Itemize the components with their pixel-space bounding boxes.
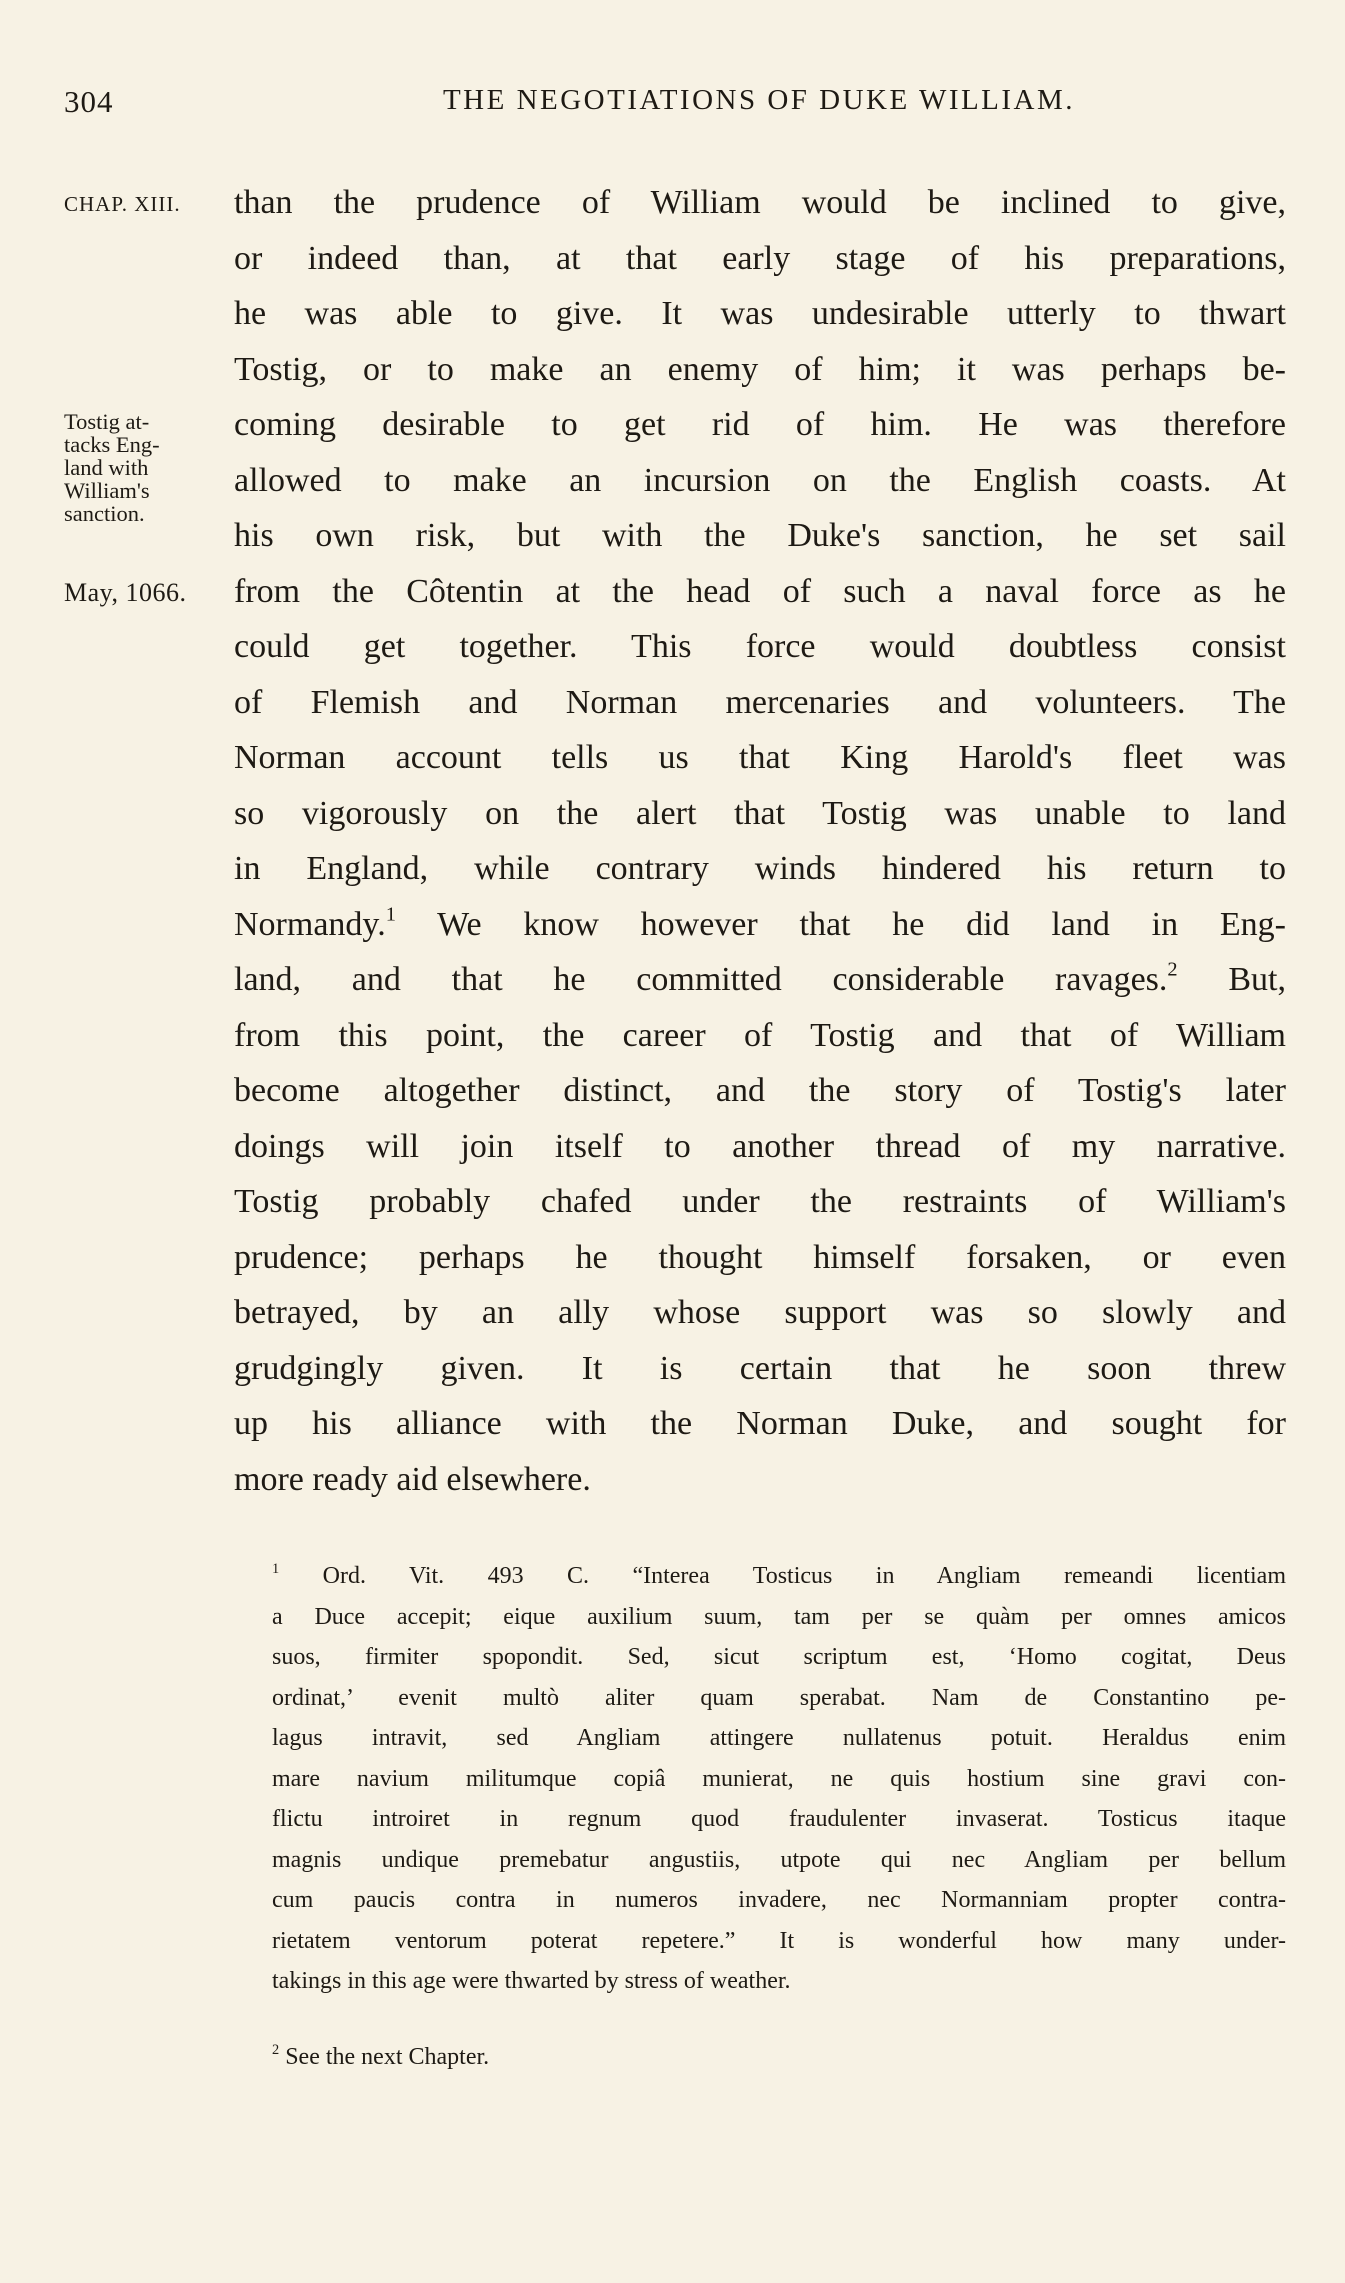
footnote-ref-1: 1 (385, 903, 396, 926)
body-line-with-note-1 (234, 897, 1286, 953)
body-line: Tostig probably chafed under the restraints of William's (234, 1183, 1286, 1220)
body-line: coming desirable to get rid of him. He was therefore (234, 406, 1286, 443)
footnote-text: See the next Chapter. (285, 2044, 490, 2070)
sidenote-line: sanction. (64, 501, 145, 526)
footnote-line: mare navium militumque copiâ munierat, ne quis hostium sine gravi con- (272, 1765, 1286, 1792)
footnote-line: takings in this age were thwarted by stress of weather. (272, 1968, 791, 1994)
body-line: Tostig, or to make an enemy of him; it was perhaps be- (234, 350, 1286, 388)
body-line: more ready aid elsewhere. (234, 1460, 591, 1498)
footnote-marker-1: 1 (272, 1560, 280, 1577)
body-line: his own risk, but with the Duke's sanction, he set sail (234, 517, 1286, 554)
footnote-line: suos, firmiter spopondit. Sed, sicut scriptum est, ‘Homo cogitat, Deus (272, 1644, 1286, 1670)
footnote-ref-2: 2 (1167, 958, 1178, 981)
body-line: from this point, the career of Tostig and that of William (234, 1016, 1286, 1054)
sidenote-line: William's (64, 478, 150, 503)
page-number: 304 (64, 84, 114, 119)
footnote-text: Ord. Vit. 493 C. “Interea Tosticus in Angliam remeandi licentiam (322, 1563, 1286, 1589)
body-line-part: We know however that he did land in Eng- (437, 905, 1286, 943)
body-line-with-note-2 (234, 952, 1286, 1008)
running-title: THE NEGOTIATIONS OF DUKE WILLIAM. (442, 84, 1076, 116)
footnote-line: flictu introiret in regnum quod fraudulenter invaserat. Tosticus itaque (272, 1806, 1286, 1832)
sidenote-line: land with (64, 455, 149, 480)
footnote-line: lagus intravit, sed Angliam attingere nullatenus potuit. Heraldus enim (272, 1725, 1286, 1751)
body-line: prudence; perhaps he thought himself forsaken, or even (234, 1238, 1286, 1276)
body-line: he was able to give. It was undesirable utterly to thwart (234, 295, 1286, 332)
body-line: in England, while contrary winds hindered his return to (234, 850, 1286, 887)
footnote-marker-2: 2 (272, 2041, 280, 2058)
body-line: than the prudence of William would be inclined to give, (234, 184, 1286, 221)
footnote-1 (272, 1556, 1286, 2002)
marginal-date: May, 1066. (64, 578, 187, 607)
marginal-sidenote (64, 410, 234, 525)
footnote-2 (272, 2037, 489, 2077)
chapter-label: CHAP. XIII. (64, 192, 181, 216)
footnote-line: magnis undique premebatur angustiis, utpote qui nec Angliam per bellum (272, 1846, 1286, 1873)
body-line-part: Normandy. (234, 905, 386, 943)
body-line: could get together. This force would doubtless consist (234, 628, 1286, 665)
body-line: of Flemish and Norman mercenaries and volunteers. The (234, 683, 1286, 721)
body-text (234, 175, 1286, 1507)
footnote-line: a Duce accepit; eique auxilium suum, tam per se quàm per omnes amicos (272, 1603, 1286, 1630)
body-line-part: But, (1228, 961, 1286, 998)
body-line: allowed to make an incursion on the English coasts. At (234, 461, 1286, 499)
body-line: become altogether distinct, and the story of Tostig's later (234, 1072, 1286, 1109)
body-line-part: land, and that he committed considerable ravages. (234, 961, 1168, 998)
body-line: or indeed than, at that early stage of his preparations, (234, 239, 1286, 277)
sidenote-line: tacks Eng- (64, 432, 160, 457)
running-head (64, 84, 1284, 134)
body-line: from the Côtentin at the head of such a naval force as he (234, 572, 1286, 610)
body-line: doings will join itself to another thread of my narrative. (234, 1127, 1286, 1165)
footnote-line: rietatem ventorum poterat repetere.” It is wonderful how many under- (272, 1927, 1286, 1954)
body-line: up his alliance with the Norman Duke, and sought for (234, 1405, 1286, 1442)
footnote-line (272, 1556, 1286, 1597)
body-line: grudgingly given. It is certain that he soon threw (234, 1349, 1286, 1387)
footnote-line: cum paucis contra in numeros invadere, nec Normanniam propter contra- (272, 1887, 1286, 1913)
body-line: betrayed, by an ally whose support was so slowly and (234, 1294, 1286, 1331)
body-line: so vigorously on the alert that Tostig was unable to land (234, 794, 1286, 832)
footnote-line: ordinat,’ evenit multò aliter quam sperabat. Nam de Constantino pe- (272, 1684, 1286, 1711)
sidenote-line: Tostig at- (64, 409, 150, 434)
body-line: Norman account tells us that King Harold's fleet was (234, 739, 1286, 776)
